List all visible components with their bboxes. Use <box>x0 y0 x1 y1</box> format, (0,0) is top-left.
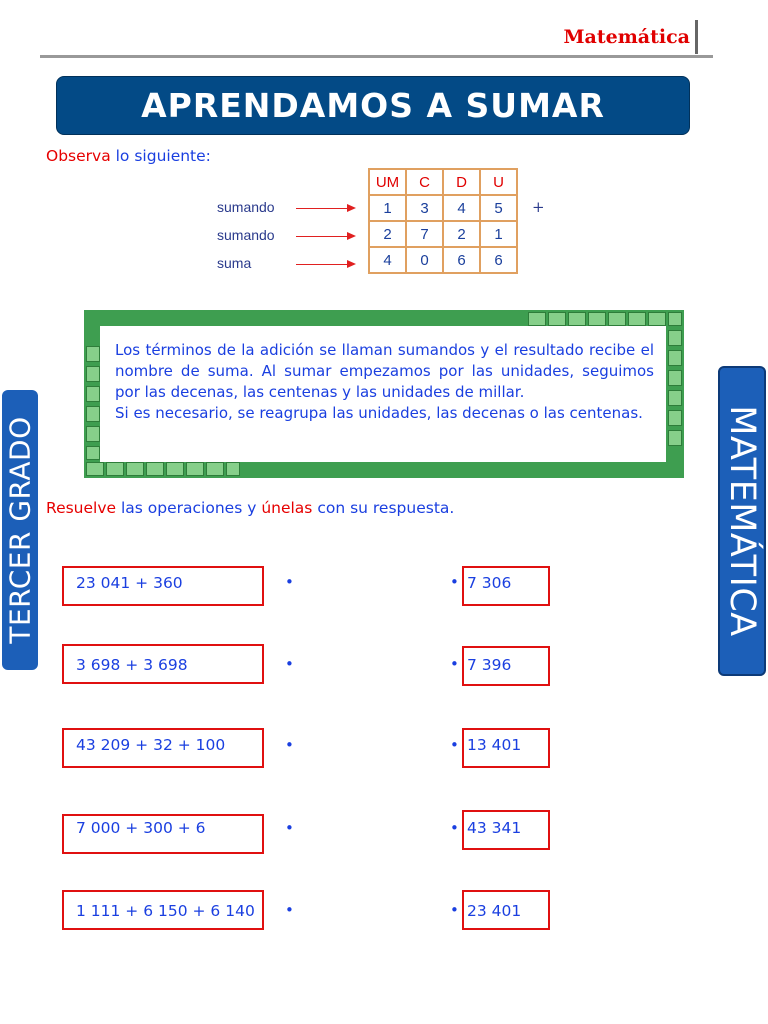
operation-text-5: 1 111 + 6 150 + 6 140 <box>76 902 255 920</box>
digit-cell: 0 <box>406 247 443 273</box>
instruction-word-resuelve: Resuelve <box>46 499 117 517</box>
table-header-row <box>369 169 517 195</box>
arrow-1 <box>296 208 348 209</box>
digit-cell: 6 <box>443 247 480 273</box>
table-row <box>369 221 517 247</box>
header-rule <box>40 55 713 58</box>
digit-cell: 6 <box>480 247 517 273</box>
answer-bullet-1[interactable]: • <box>450 573 459 591</box>
digit-cell: 5 <box>480 195 517 221</box>
operation-bullet-3[interactable]: • <box>285 736 294 754</box>
answer-text-1: 7 306 <box>467 574 512 592</box>
arrow-head-2 <box>347 232 356 240</box>
grade-side-text: TERCER GRADO <box>3 416 37 644</box>
subject-label: Matemática <box>563 26 690 48</box>
header-cell: UM <box>369 169 406 195</box>
place-value-table <box>368 168 518 274</box>
title-banner: APRENDAMOS A SUMAR <box>56 76 690 135</box>
digit-cell: 3 <box>406 195 443 221</box>
row-label-sumando-1: sumando <box>217 199 275 215</box>
explanation-paragraph-2: Si es necesario, se reagrupa las unidades, las decenas o las centenas. <box>115 404 643 422</box>
grade-side-label <box>2 390 38 670</box>
answer-text-5: 23 401 <box>467 902 522 920</box>
arrow-3 <box>296 264 348 265</box>
digit-cell: 1 <box>369 195 406 221</box>
answer-bullet-2[interactable]: • <box>450 655 459 673</box>
subject-side-text: MATEMÁTICA <box>722 405 762 637</box>
digit-cell: 2 <box>369 221 406 247</box>
answer-text-2: 7 396 <box>467 656 512 674</box>
subject-side-label <box>718 366 766 676</box>
header-divider <box>695 20 698 54</box>
explanation-box <box>100 326 666 462</box>
row-label-sumando-2: sumando <box>217 227 275 243</box>
header-cell: U <box>480 169 517 195</box>
digit-cell: 7 <box>406 221 443 247</box>
digit-cell: 2 <box>443 221 480 247</box>
arrow-head-1 <box>347 204 356 212</box>
row-label-suma: suma <box>217 255 252 271</box>
instruction-word-unelas: únelas <box>261 499 313 517</box>
observe-line <box>46 147 211 165</box>
explanation-paragraph-1: Los términos de la adición se llaman sumandos y el resultado recibe el nombre de suma. Al sumar empezamos por las unidades, seguimos por las decenas, las centenas y las unidades de millar. <box>115 341 654 401</box>
table-row <box>369 247 517 273</box>
answer-text-4: 43 341 <box>467 819 522 837</box>
explanation-text <box>115 340 654 424</box>
operation-text-3: 43 209 + 32 + 100 <box>76 736 226 754</box>
answer-bullet-3[interactable]: • <box>450 736 459 754</box>
answer-bullet-4[interactable]: • <box>450 819 459 837</box>
digit-cell: 4 <box>369 247 406 273</box>
operation-text-4: 7 000 + 300 + 6 <box>76 819 206 837</box>
operation-bullet-4[interactable]: • <box>285 819 294 837</box>
digit-cell: 1 <box>480 221 517 247</box>
answer-bullet-5[interactable]: • <box>450 901 459 919</box>
instruction-text-1: las operaciones y <box>116 499 262 517</box>
arrow-head-3 <box>347 260 356 268</box>
observe-rest: lo siguiente: <box>110 147 211 165</box>
instruction-line <box>46 499 454 517</box>
operation-bullet-5[interactable]: • <box>285 901 294 919</box>
observe-keyword: Observa <box>46 147 111 165</box>
operation-bullet-1[interactable]: • <box>285 573 294 591</box>
plus-sign: + <box>532 198 545 216</box>
header-cell: D <box>443 169 480 195</box>
operation-text-2: 3 698 + 3 698 <box>76 656 188 674</box>
answer-text-3: 13 401 <box>467 736 522 754</box>
digit-cell: 4 <box>443 195 480 221</box>
operation-text-1: 23 041 + 360 <box>76 574 183 592</box>
table-row <box>369 195 517 221</box>
operation-bullet-2[interactable]: • <box>285 655 294 673</box>
instruction-text-2: con su respuesta. <box>312 499 455 517</box>
arrow-2 <box>296 236 348 237</box>
header-cell: C <box>406 169 443 195</box>
